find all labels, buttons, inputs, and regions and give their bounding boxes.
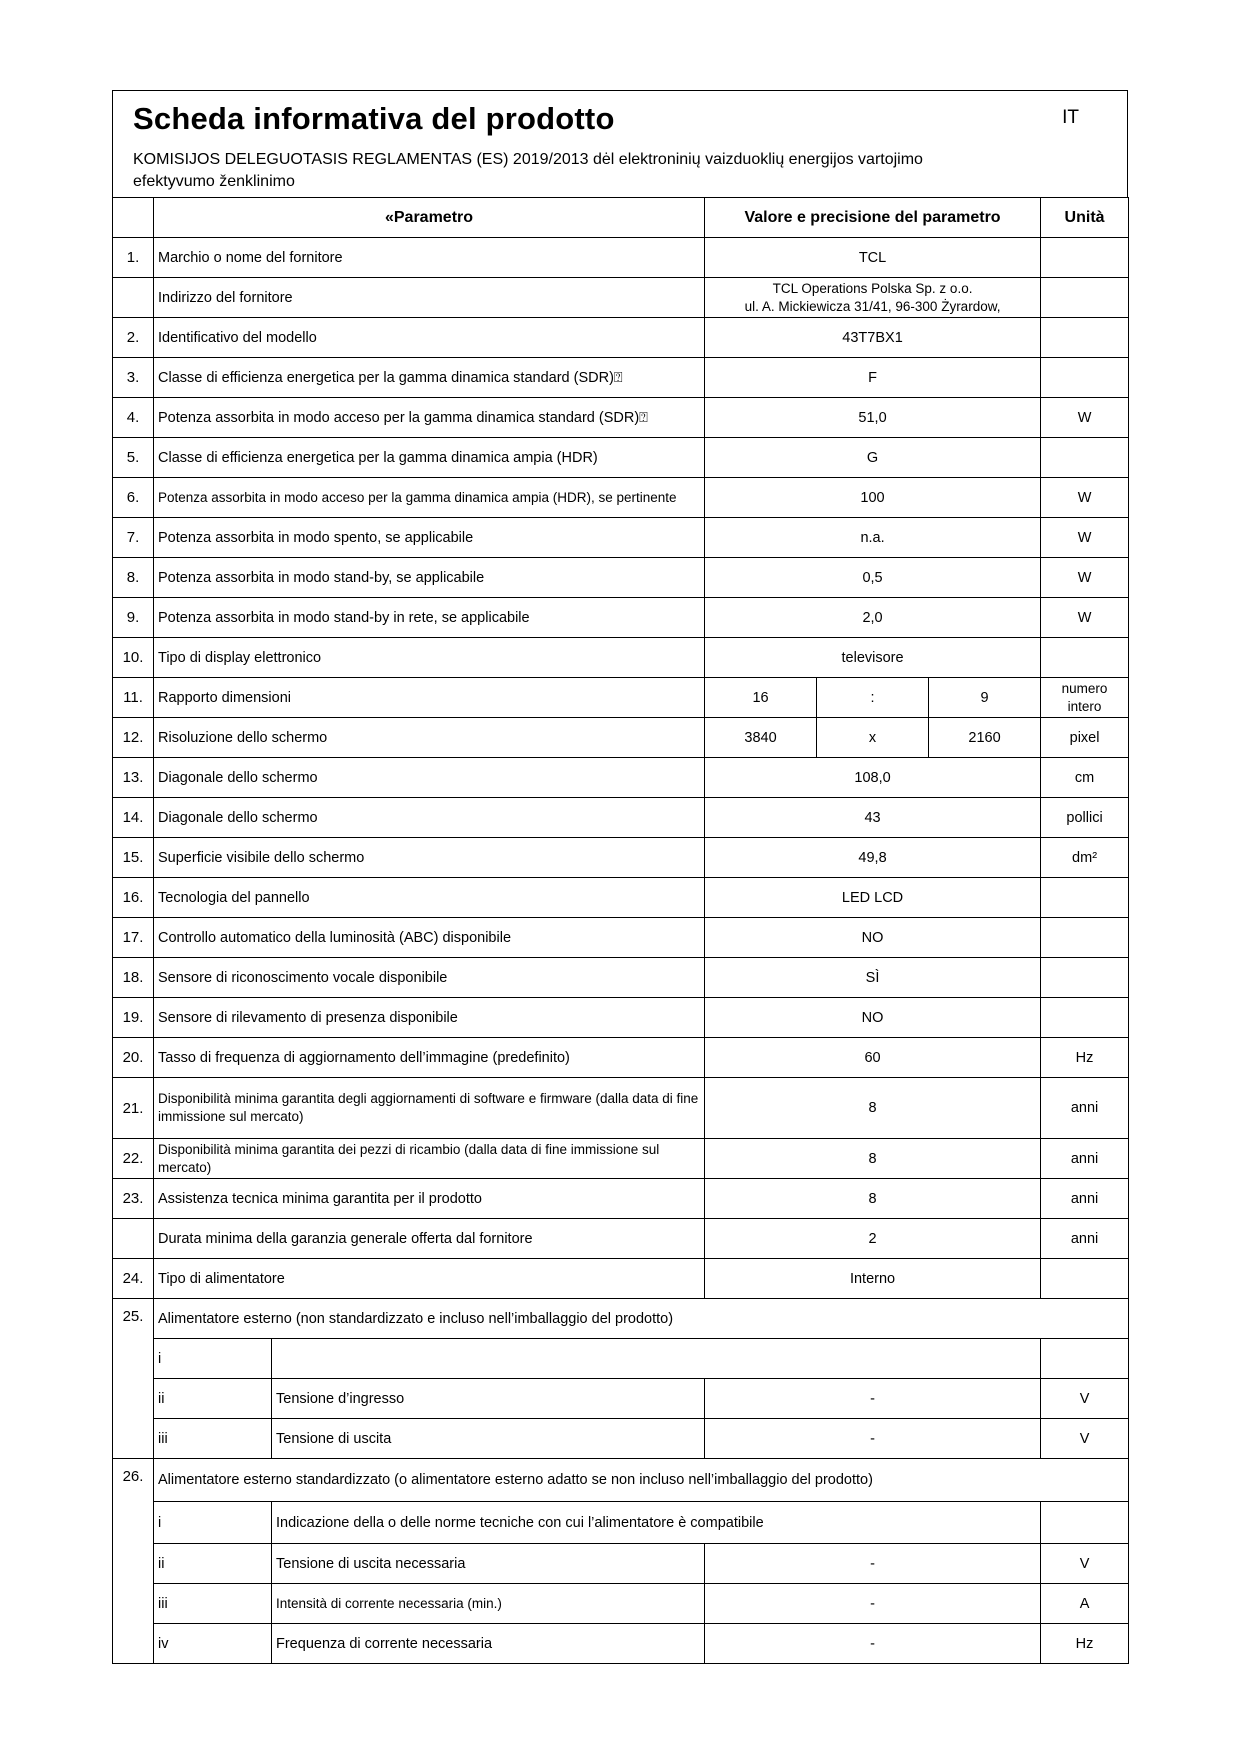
row-param: Potenza assorbita in modo spento, se applicabile xyxy=(154,518,705,558)
row-number: 9. xyxy=(113,598,154,638)
row-number: 21. xyxy=(113,1078,154,1139)
row-value: 8 xyxy=(705,1078,1041,1139)
row-unit xyxy=(1041,958,1129,998)
row-unit xyxy=(1041,238,1129,278)
parameter-table xyxy=(112,197,1129,1664)
subrow-param: Indicazione della o delle norme tecniche con cui l’alimentatore è compatibile xyxy=(272,1502,1041,1544)
row-value: F xyxy=(705,358,1041,398)
row-number: 14. xyxy=(113,798,154,838)
language-code: IT xyxy=(1062,107,1079,128)
row-param: Potenza assorbita in modo acceso per la gamma dinamica ampia (HDR), se pertinente xyxy=(154,478,705,518)
subrow-index: iv xyxy=(154,1624,272,1664)
table-row xyxy=(113,518,1129,558)
subrow-unit: V xyxy=(1041,1544,1129,1584)
subrow-index: i xyxy=(154,1339,272,1379)
row-unit xyxy=(1041,918,1129,958)
row-unit xyxy=(1041,998,1129,1038)
row-number: 26. xyxy=(113,1459,154,1664)
subrow-value: - xyxy=(705,1584,1041,1624)
row-param: Diagonale dello schermo xyxy=(154,758,705,798)
table-subrow xyxy=(113,1419,1129,1459)
row-value: Interno xyxy=(705,1259,1041,1299)
row-number: 13. xyxy=(113,758,154,798)
row-param: Tasso di frequenza di aggiornamento dell’immagine (predefinito) xyxy=(154,1038,705,1078)
row-value xyxy=(705,278,1041,318)
row-value: 43 xyxy=(705,798,1041,838)
table-subrow xyxy=(113,1339,1129,1379)
aspect-width: 16 xyxy=(705,678,817,718)
table-row xyxy=(113,638,1129,678)
subrow-unit xyxy=(1041,1339,1129,1379)
row-number: 1. xyxy=(113,238,154,278)
row-param: Tipo di display elettronico xyxy=(154,638,705,678)
regulation-subtitle: KOMISIJOS DELEGUOTASIS REGLAMENTAS (ES) 2019/2013 dėl elektroninių vaizduoklių energijos vartojimo efektyvumo ženklinimo xyxy=(133,151,923,190)
row-value: NO xyxy=(705,918,1041,958)
row-number: 20. xyxy=(113,1038,154,1078)
row-unit: anni xyxy=(1041,1139,1129,1179)
row-number: 24. xyxy=(113,1259,154,1299)
row-unit: anni xyxy=(1041,1078,1129,1139)
subrow-unit: Hz xyxy=(1041,1624,1129,1664)
row-number: 7. xyxy=(113,518,154,558)
table-row xyxy=(113,918,1129,958)
row-unit: W xyxy=(1041,478,1129,518)
row-unit: numero intero xyxy=(1041,678,1129,718)
table-subrow xyxy=(113,1624,1129,1664)
table-row xyxy=(113,558,1129,598)
row-number: 22. xyxy=(113,1139,154,1179)
row-param: Assistenza tecnica minima garantita per il prodotto xyxy=(154,1179,705,1219)
table-row xyxy=(113,798,1129,838)
row-param: Potenza assorbita in modo stand-by, se applicabile xyxy=(154,558,705,598)
table-row xyxy=(113,678,1129,718)
row-param: Superficie visibile dello schermo xyxy=(154,838,705,878)
table-row xyxy=(113,1219,1129,1259)
supplier-name: TCL Operations Polska Sp. z o.o. xyxy=(772,280,973,296)
table-row xyxy=(113,278,1129,318)
row-unit: dm² xyxy=(1041,838,1129,878)
row-param: Risoluzione dello schermo xyxy=(154,718,705,758)
row-number: 5. xyxy=(113,438,154,478)
row-value: G xyxy=(705,438,1041,478)
header-num-cell xyxy=(113,198,154,238)
subrow-index: iii xyxy=(154,1419,272,1459)
table-row xyxy=(113,758,1129,798)
resolution-separator: x xyxy=(817,718,929,758)
row-number: 10. xyxy=(113,638,154,678)
aspect-separator: : xyxy=(817,678,929,718)
table-row xyxy=(113,398,1129,438)
row-param: Potenza assorbita in modo acceso per la gamma dinamica standard (SDR)⍰ xyxy=(154,398,705,438)
subrow-unit: A xyxy=(1041,1584,1129,1624)
row-value: 8 xyxy=(705,1139,1041,1179)
subrow-unit xyxy=(1041,1502,1129,1544)
row-param: Alimentatore esterno standardizzato (o alimentatore esterno adatto se non incluso nell’imballaggio del prodotto) xyxy=(154,1459,1129,1502)
row-unit: W xyxy=(1041,518,1129,558)
row-value: 49,8 xyxy=(705,838,1041,878)
row-number xyxy=(113,278,154,318)
table-row xyxy=(113,1299,1129,1339)
subrow-param: Frequenza di corrente necessaria xyxy=(272,1624,705,1664)
row-value: 60 xyxy=(705,1038,1041,1078)
row-unit xyxy=(1041,638,1129,678)
row-value: 2 xyxy=(705,1219,1041,1259)
row-param: Sensore di rilevamento di presenza disponibile xyxy=(154,998,705,1038)
table-row xyxy=(113,238,1129,278)
subrow-index: i xyxy=(154,1502,272,1544)
row-number xyxy=(113,1219,154,1259)
row-value: 0,5 xyxy=(705,558,1041,598)
table-row xyxy=(113,478,1129,518)
sheet-header xyxy=(112,90,1128,197)
row-number: 17. xyxy=(113,918,154,958)
row-unit xyxy=(1041,278,1129,318)
subrow-index: iii xyxy=(154,1584,272,1624)
row-unit: cm xyxy=(1041,758,1129,798)
resolution-width: 3840 xyxy=(705,718,817,758)
row-unit xyxy=(1041,1259,1129,1299)
product-information-sheet xyxy=(112,90,1128,1664)
row-unit xyxy=(1041,358,1129,398)
table-header-row xyxy=(113,198,1129,238)
row-unit xyxy=(1041,878,1129,918)
supplier-address: ul. A. Mickiewicza 31/41, 96-300 Żyrardow, xyxy=(744,298,1001,314)
row-unit xyxy=(1041,318,1129,358)
subrow-index: ii xyxy=(154,1379,272,1419)
table-row xyxy=(113,318,1129,358)
row-param: Sensore di riconoscimento vocale disponibile xyxy=(154,958,705,998)
subrow-param xyxy=(272,1339,1041,1379)
table-row xyxy=(113,1459,1129,1502)
subrow-index: ii xyxy=(154,1544,272,1584)
row-unit: W xyxy=(1041,598,1129,638)
row-value: 8 xyxy=(705,1179,1041,1219)
row-value: 100 xyxy=(705,478,1041,518)
row-value: NO xyxy=(705,998,1041,1038)
table-subrow xyxy=(113,1379,1129,1419)
row-value: televisore xyxy=(705,638,1041,678)
row-number: 23. xyxy=(113,1179,154,1219)
table-subrow xyxy=(113,1544,1129,1584)
row-number: 4. xyxy=(113,398,154,438)
row-param: Controllo automatico della luminosità (ABC) disponibile xyxy=(154,918,705,958)
aspect-height: 9 xyxy=(929,678,1041,718)
header-param: «Parametro xyxy=(154,198,705,238)
header-value: Valore e precisione del parametro xyxy=(705,198,1041,238)
subrow-param: Tensione d’ingresso xyxy=(272,1379,705,1419)
row-param: Rapporto dimensioni xyxy=(154,678,705,718)
row-value: TCL xyxy=(705,238,1041,278)
header-unit: Unità xyxy=(1041,198,1129,238)
subrow-param: Tensione di uscita xyxy=(272,1419,705,1459)
row-value: n.a. xyxy=(705,518,1041,558)
row-param: Tipo di alimentatore xyxy=(154,1259,705,1299)
row-unit: W xyxy=(1041,398,1129,438)
row-number: 8. xyxy=(113,558,154,598)
table-subrow xyxy=(113,1502,1129,1544)
subrow-value: - xyxy=(705,1379,1041,1419)
row-param: Disponibilità minima garantita dei pezzi di ricambio (dalla data di fine immissione sul mercato) xyxy=(154,1139,705,1179)
row-number: 11. xyxy=(113,678,154,718)
table-row xyxy=(113,958,1129,998)
table-row xyxy=(113,1179,1129,1219)
table-row xyxy=(113,1078,1129,1139)
row-number: 19. xyxy=(113,998,154,1038)
table-row xyxy=(113,358,1129,398)
row-param: Indirizzo del fornitore xyxy=(154,278,705,318)
row-unit: W xyxy=(1041,558,1129,598)
row-number: 3. xyxy=(113,358,154,398)
row-param: Tecnologia del pannello xyxy=(154,878,705,918)
row-param: Classe di efficienza energetica per la gamma dinamica standard (SDR)⍰ xyxy=(154,358,705,398)
table-row xyxy=(113,598,1129,638)
row-param: Diagonale dello schermo xyxy=(154,798,705,838)
table-row xyxy=(113,1139,1129,1179)
row-number: 6. xyxy=(113,478,154,518)
row-number: 18. xyxy=(113,958,154,998)
row-number: 2. xyxy=(113,318,154,358)
row-number: 25. xyxy=(113,1299,154,1459)
table-row xyxy=(113,838,1129,878)
row-value: SÌ xyxy=(705,958,1041,998)
row-value: 108,0 xyxy=(705,758,1041,798)
subrow-value: - xyxy=(705,1624,1041,1664)
subrow-param: Tensione di uscita necessaria xyxy=(272,1544,705,1584)
row-unit: pollici xyxy=(1041,798,1129,838)
row-number: 12. xyxy=(113,718,154,758)
table-row xyxy=(113,438,1129,478)
row-param: Durata minima della garanzia generale offerta dal fornitore xyxy=(154,1219,705,1259)
row-param: Disponibilità minima garantita degli aggiornamenti di software e firmware (dalla data di fine immissione sul mercato) xyxy=(154,1078,705,1139)
subrow-unit: V xyxy=(1041,1379,1129,1419)
subrow-param: Intensità di corrente necessaria (min.) xyxy=(272,1584,705,1624)
row-param: Alimentatore esterno (non standardizzato e incluso nell’imballaggio del prodotto) xyxy=(154,1299,1129,1339)
table-row xyxy=(113,1038,1129,1078)
row-param: Classe di efficienza energetica per la gamma dinamica ampia (HDR) xyxy=(154,438,705,478)
resolution-height: 2160 xyxy=(929,718,1041,758)
row-unit: Hz xyxy=(1041,1038,1129,1078)
table-row xyxy=(113,1259,1129,1299)
row-param: Identificativo del modello xyxy=(154,318,705,358)
table-row xyxy=(113,878,1129,918)
row-param: Potenza assorbita in modo stand-by in rete, se applicabile xyxy=(154,598,705,638)
row-unit xyxy=(1041,438,1129,478)
row-number: 15. xyxy=(113,838,154,878)
row-param: Marchio o nome del fornitore xyxy=(154,238,705,278)
subrow-value: - xyxy=(705,1544,1041,1584)
row-unit: anni xyxy=(1041,1179,1129,1219)
row-value: 43T7BX1 xyxy=(705,318,1041,358)
subrow-value: - xyxy=(705,1419,1041,1459)
table-row xyxy=(113,998,1129,1038)
row-value: 51,0 xyxy=(705,398,1041,438)
row-unit: anni xyxy=(1041,1219,1129,1259)
page-title: Scheda informativa del prodotto xyxy=(133,101,615,136)
subrow-unit: V xyxy=(1041,1419,1129,1459)
table-subrow xyxy=(113,1584,1129,1624)
row-value: LED LCD xyxy=(705,878,1041,918)
row-value: 2,0 xyxy=(705,598,1041,638)
row-number: 16. xyxy=(113,878,154,918)
table-row xyxy=(113,718,1129,758)
row-unit: pixel xyxy=(1041,718,1129,758)
